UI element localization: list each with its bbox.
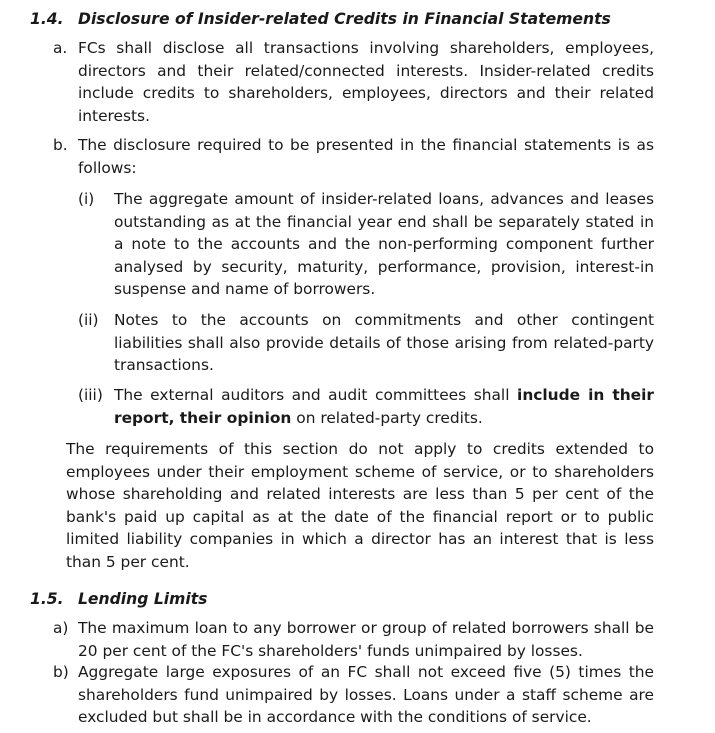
sub-iii-text-before: The external auditors and audit committees shall: [114, 386, 518, 404]
sub-iii-text-after: on related-party credits.: [291, 408, 483, 427]
section-1-4-number: 1.4.: [30, 10, 64, 28]
item-a-text: FCs shall disclose all transactions involving shareholders, employees, directors and their related/connected interests. Insider-related credits include credits to shareholders, employees, directors and their related interests.: [78, 39, 654, 125]
sub-iii-text-bold: include in their report, their opinion: [114, 386, 654, 427]
lending-item-b-marker: b): [53, 663, 69, 681]
sub-i-text: The aggregate amount of insider-related loans, advances and leases outstanding as at the financial year end shall be separately stated in a note to the accounts and the non-performing component further analysed by security, maturity, performance, provision, interest-in suspense and name of borrowers.: [114, 190, 654, 299]
item-b-text: The disclosure required to be presented in the financial statements is as follows:: [78, 136, 654, 177]
sub-ii-text: Notes to the accounts on commitments and other contingent liabilities shall also provide details of those arising from related-party transactions.: [114, 311, 654, 375]
sub-iii-text: [114, 384, 654, 429]
closing-paragraph: The requirements of this section do not apply to credits extended to employees under their employment scheme of service, or to shareholders whose shareholding and related interests are less than 5 per cent of the bank's paid up capital as at the date of the financial report or to public limited liability companies in which a director has an interest that is less than 5 per cent.: [66, 440, 654, 571]
section-1-5-title: Lending Limits: [78, 590, 208, 608]
sub-iii-marker: (iii): [78, 386, 103, 404]
lending-item-a-text: The maximum loan to any borrower or group of related borrowers shall be 20 per cent of the FC's shareholders' funds unimpaired by losses.: [78, 619, 654, 660]
item-a-marker: a.: [53, 39, 68, 57]
section-1-5-number: 1.5.: [30, 590, 64, 608]
sub-ii-marker: (ii): [78, 311, 99, 329]
lending-item-a-marker: a): [53, 619, 69, 637]
sub-i-marker: (i): [78, 190, 95, 208]
section-1-4-title: Disclosure of Insider-related Credits in Financial Statements: [78, 10, 611, 28]
lending-item-b-text: Aggregate large exposures of an FC shall not exceed five (5) times the shareholders fund unimpaired by losses. Loans under a staff scheme are excluded but shall be in accordance with the conditions of service.: [78, 663, 654, 727]
item-b-marker: b.: [53, 136, 68, 154]
